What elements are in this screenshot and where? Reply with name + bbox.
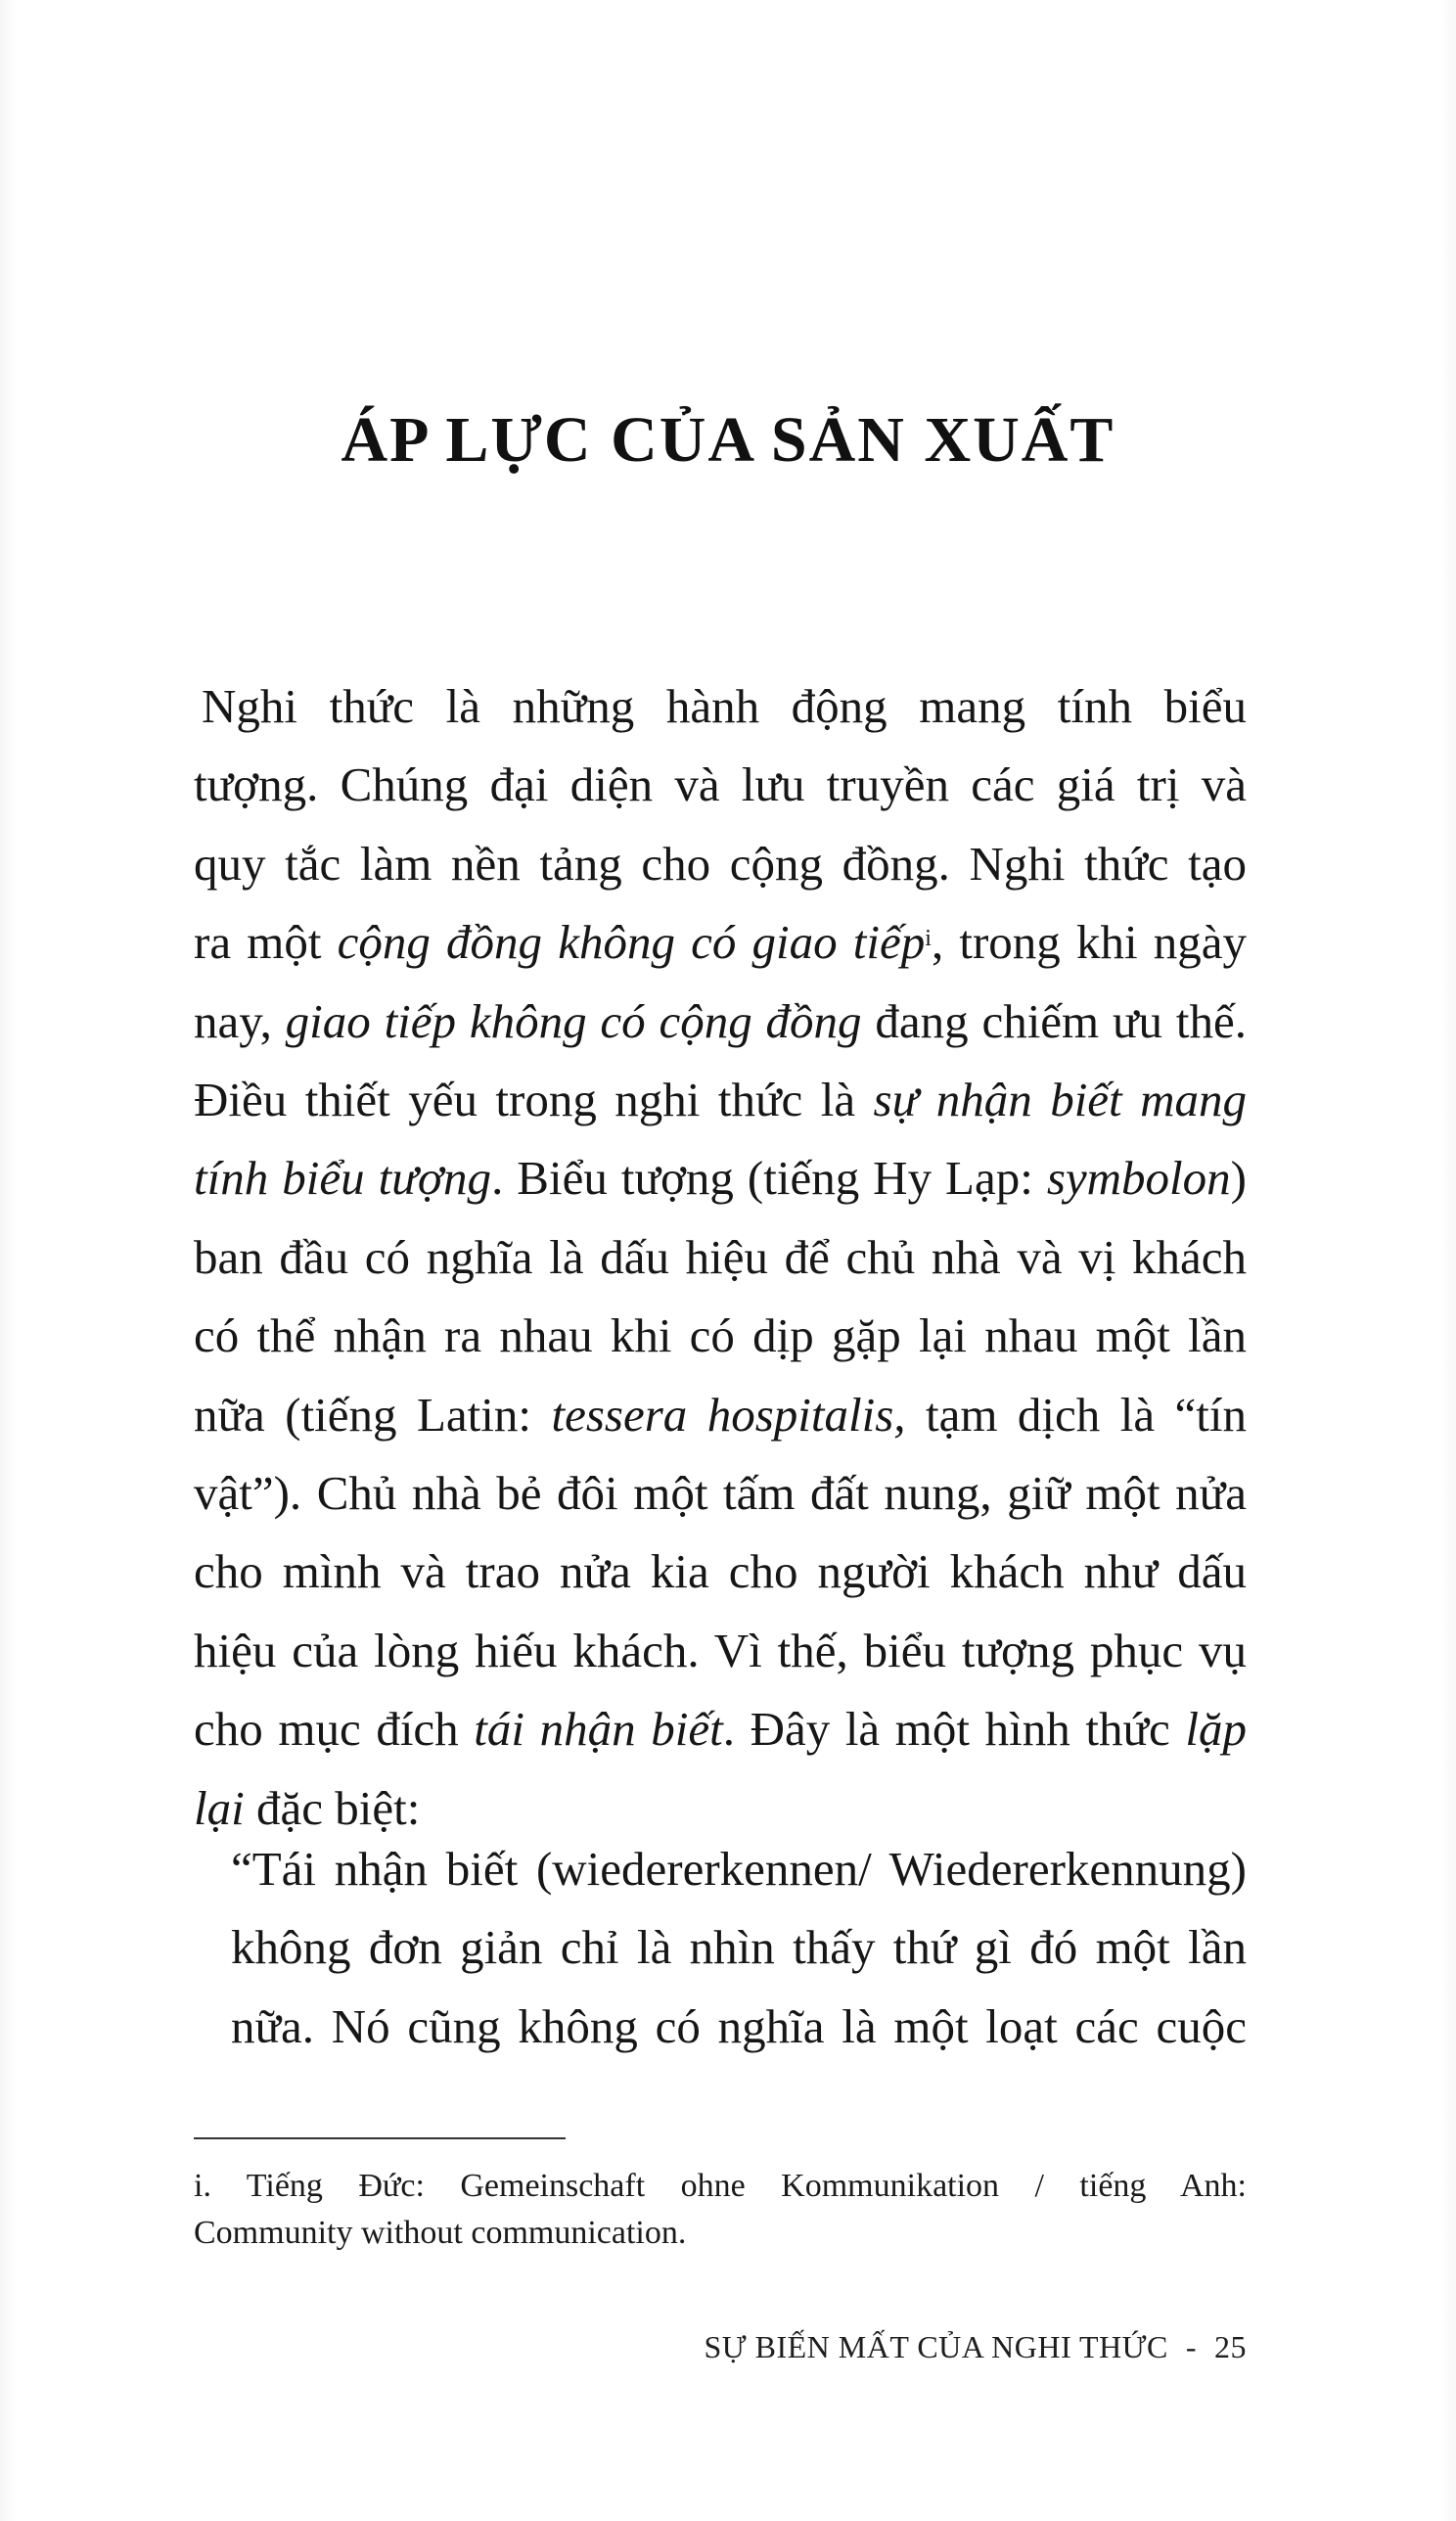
italic-phrase: tessera hospitalis, [551,1387,906,1442]
text-line [194,1376,1247,1454]
text-line [194,1612,1247,1690]
text-run: tạm dịch là “tín [905,1387,1247,1442]
italic-phrase: tái nhận biết [474,1702,723,1757]
italic-phrase: sự nhận biết mang [873,1073,1247,1127]
page-number: 25 [1214,2329,1247,2364]
footer-separator: - [1185,2329,1197,2364]
footnote-line: i. Tiếng Đức: Gemeinschaft ohne Kommunikation / tiếng Anh: [194,2168,1247,2204]
italic-phrase: giao tiếp không có cộng đồng [285,993,862,1048]
text-run: , trong khi ngày [931,915,1247,970]
text-run: nay, [194,993,286,1048]
text-line [194,746,1247,824]
text-run: ) [1230,1151,1247,1206]
italic-phrase: cộng đồng không có giao tiếp [337,915,926,970]
text-run: quy tắc làm nền tảng cho cộng đồng. Nghi thức tạo [194,836,1247,891]
footnote [194,2163,1247,2257]
text-line [194,983,1247,1061]
text-line [194,1690,1247,1768]
text-line [194,825,1247,903]
text-run: nữa (tiếng Latin: [194,1387,552,1442]
text-run: cho mình và trao nửa kia cho người khách như dấu [194,1544,1247,1599]
quote-line: không đơn giản chỉ là nhìn thấy thứ gì đó một lần [231,1920,1247,1975]
text-line [194,903,1247,982]
text-run: Nghi thức là những hành động mang tính biểu [202,679,1247,733]
chapter-title-text: ÁP LỰC CỦA SẢN XUẤT [341,404,1115,477]
text-line [194,1533,1247,1611]
text-run: ban đầu có nghĩa là dấu hiệu để chủ nhà và vị khách [194,1229,1247,1284]
italic-phrase: tính biểu tượng [194,1151,492,1206]
text-line [194,1139,1247,1217]
italic-phrase: lặp [1185,1702,1247,1757]
block-quote [231,1830,1247,2066]
running-footer [705,2329,1248,2365]
quote-line: nữa. Nó cũng không có nghĩa là một loạt các cuộc [231,1998,1247,2053]
text-line [194,1061,1247,1139]
footnote-marker: i [925,926,932,952]
body-paragraph [194,667,1247,1848]
italic-phrase: lại [194,1780,245,1835]
text-run: . Đây là một hình thức [722,1702,1186,1757]
chapter-title [0,403,1456,478]
text-line [194,1218,1247,1297]
quote-line: “Tái nhận biết (wiedererkennen/ Wiedererkennung) [231,1842,1247,1896]
text-run: . Biểu tượng (tiếng Hy Lạp: [491,1151,1047,1206]
text-line [194,667,1247,746]
text-run: hiệu của lòng hiếu khách. Vì thế, biểu tượng phục vụ [194,1623,1247,1677]
text-run: có thể nhận ra nhau khi có dịp gặp lại nhau một lần [194,1308,1247,1363]
italic-phrase: symbolon [1046,1151,1231,1206]
text-run: đặc biệt: [244,1780,421,1835]
text-line [194,1297,1247,1375]
text-run: Điều thiết yếu trong nghi thức là [194,1073,874,1127]
footnote-divider [194,2137,566,2139]
running-title: SỰ BIẾN MẤT CỦA NGHI THỨC [704,2329,1168,2364]
text-run: ra một [194,915,338,970]
text-run: vật”). Chủ nhà bẻ đôi một tấm đất nung, giữ một nửa [194,1466,1247,1521]
text-run: tượng. Chúng đại diện và lưu truyền các giá trị và [194,757,1247,812]
footnote-line: Community without communication. [194,2215,687,2251]
text-run: đang chiếm ưu thế. [861,993,1247,1048]
text-line [194,1454,1247,1533]
text-run: cho mục đích [194,1702,475,1757]
